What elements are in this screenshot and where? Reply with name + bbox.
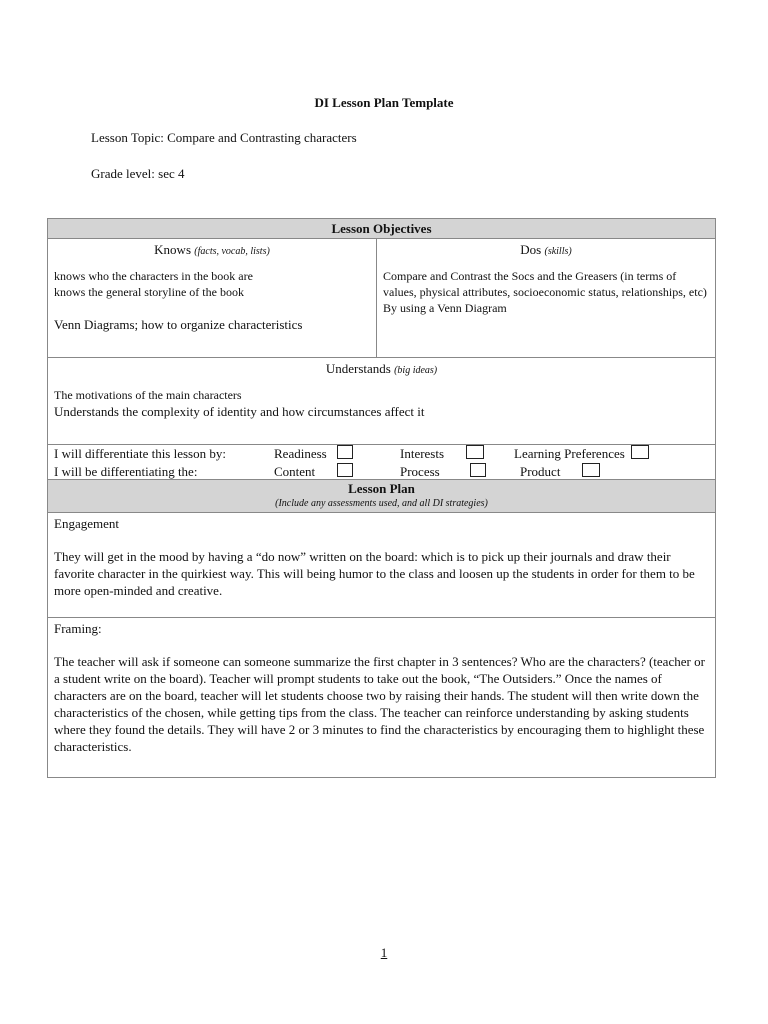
option-product [520,463,600,480]
option-label: Interests [400,446,445,461]
option-process [400,463,486,480]
framing-cell [48,618,716,778]
lesson-plan-title: Lesson Plan [348,481,415,496]
knows-label: Knows [154,242,195,257]
lesson-plan-sub: (Include any assessments used, and all DI strategies) [275,498,488,509]
knows-line: knows the general storyline of the book [54,285,244,299]
interests-checkbox[interactable] [466,445,484,459]
knows-line: knows who the characters in the book are [54,269,253,283]
knows-sub: (facts, vocab, lists) [194,246,270,257]
dos-header [383,241,709,260]
process-checkbox[interactable] [470,463,486,477]
differentiation-row [48,445,716,480]
option-interests [400,445,484,462]
understands-line: The motivations of the main characters [54,388,242,402]
lesson-plan-table [47,218,716,778]
readiness-checkbox[interactable] [337,445,353,459]
knows-header [54,241,370,260]
framing-text: The teacher will ask if someone can someone summarize the first chapter in 3 sentences? Who are the characters? (teacher or a student write on the board). Teacher will prompt students to take out the book, “The Outsiders.” Once the names of characters are on the board, teacher will let students choose two by raising their hands. The student will then write down the characteristics of the chosen, while getting tips from the class. The teacher can reinforce understanding by asking students where they found the details. They will have 2 or 3 minutes to find the characteristics by encouraging them to highlight these characteristics. [54,654,705,754]
option-label: Learning Preferences [514,446,625,461]
dos-cell [377,239,716,358]
differentiating-the-line [54,463,197,480]
option-learning-preferences [514,445,649,462]
understands-cell [48,358,716,445]
dos-text: Compare and Contrast the Socs and the Greasers (in terms of values, physical attributes, socioeconomic status, relationships, etc) By using a Venn Diagram [383,269,707,315]
document-title: DI Lesson Plan Template [314,95,454,110]
option-label: Content [274,464,316,479]
understands-header [54,360,709,379]
lesson-topic: Lesson Topic: Compare and Contrasting characters [91,130,357,145]
grade-level: Grade level: sec 4 [91,166,185,181]
learning-preferences-checkbox[interactable] [631,445,649,459]
differentiating-the-label: I will be differentiating the: [54,464,198,479]
lesson-objectives-heading: Lesson Objectives [48,219,716,239]
content-checkbox[interactable] [337,463,353,477]
option-content [274,463,353,480]
option-label: Readiness [274,446,327,461]
dos-label: Dos [520,242,545,257]
differentiate-by-label: I will differentiate this lesson by: [54,446,226,461]
knows-line: Venn Diagrams; how to organize characteristics [54,317,303,332]
dos-sub: (skills) [544,246,572,257]
differentiate-by-line [54,445,226,462]
option-label: Process [400,464,440,479]
option-readiness [274,445,353,462]
page-number: 1 [380,945,388,960]
engagement-cell [48,513,716,618]
option-label: Product [520,464,561,479]
understands-sub: (big ideas) [394,365,438,376]
understands-line: Understands the complexity of identity and how circumstances affect it [54,404,425,419]
understands-label: Understands [325,361,395,376]
engagement-label: Engagement [54,516,119,531]
framing-label: Framing: [54,621,102,636]
knows-cell [48,239,377,358]
product-checkbox[interactable] [582,463,600,477]
engagement-text: They will get in the mood by having a “do now” written on the board: which is to pick up their journals and draw their favorite character in the quirkiest way. This will being humor to the class and loosen up the students in order for them to be more open-minded and creative. [54,549,695,598]
lesson-plan-heading [48,480,716,513]
